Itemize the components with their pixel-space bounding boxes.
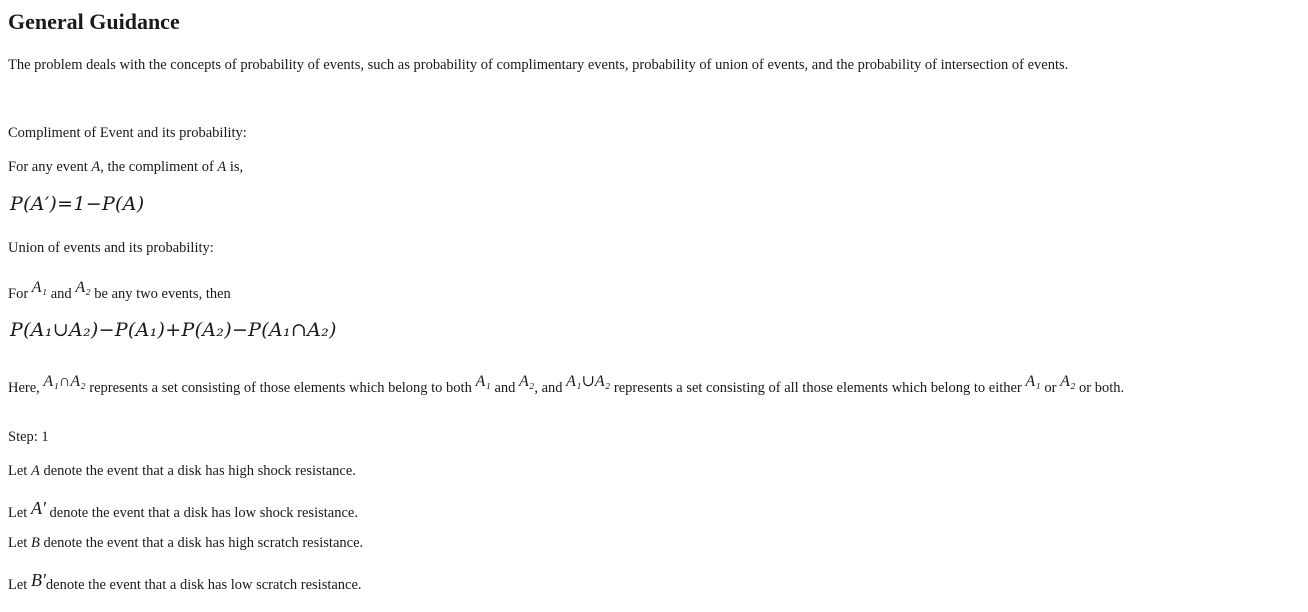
event-a2: A₂ xyxy=(75,279,91,296)
step-line xyxy=(8,535,363,552)
event-a-var: A xyxy=(91,159,101,175)
union-text-and: and xyxy=(47,286,76,302)
union-text-pre: For xyxy=(8,286,32,302)
compliment-text-mid: , the compliment of xyxy=(100,159,218,175)
step-line-pre: Let xyxy=(8,577,31,593)
step-line-pre: Let xyxy=(8,505,31,521)
step-line xyxy=(8,570,362,594)
event-a1-ref-2: A₁ xyxy=(1025,373,1041,390)
step-line xyxy=(8,498,358,522)
step-line xyxy=(8,463,356,480)
step-label: Step: 1 xyxy=(8,429,49,445)
step-line-pre: Let xyxy=(8,535,31,551)
step-line-post: denote the event that a disk has high scratch resistance. xyxy=(39,535,364,551)
step-line-post: denote the event that a disk has low scratch resistance. xyxy=(45,577,362,593)
here-and: and xyxy=(490,380,519,396)
compliment-text-pre: For any event xyxy=(8,159,92,175)
compliment-text-post: is, xyxy=(226,159,244,175)
union-text xyxy=(8,279,231,303)
step-line-post: denote the event that a disk has high shock resistance. xyxy=(39,463,356,479)
compliment-heading: Compliment of Event and its probability: xyxy=(8,125,247,141)
step-line-pre: Let xyxy=(8,463,31,479)
step-var: B xyxy=(30,535,40,551)
step-var: B′ xyxy=(30,570,46,590)
union-text-post: be any two events, then xyxy=(90,286,231,302)
event-a2-ref-2: A₂ xyxy=(1060,373,1076,390)
event-a1: A₁ xyxy=(31,279,48,296)
step-var: A xyxy=(30,463,40,479)
compliment-text xyxy=(8,159,243,176)
step-line-post: denote the event that a disk has low shock resistance. xyxy=(45,505,358,521)
intro-paragraph: The problem deals with the concepts of probability of events, such as probability of complimentary events, probability of union of events, and the probability of intersection of events. xyxy=(8,57,1069,73)
step-var: A′ xyxy=(30,498,46,518)
here-mid2: , and xyxy=(534,380,567,396)
here-post: or both. xyxy=(1075,380,1125,396)
event-a-var-2: A xyxy=(217,159,227,175)
here-or: or xyxy=(1040,380,1061,396)
union-heading: Union of events and its probability: xyxy=(8,240,214,256)
here-mid3: represents a set consisting of all those elements which belong to either xyxy=(610,380,1026,396)
here-mid1: represents a set consisting of those elements which belong to both xyxy=(85,380,476,396)
event-a2-ref: A₂ xyxy=(519,373,535,390)
page-title: General Guidance xyxy=(8,9,180,34)
intersection-expr: A₁∩A₂ xyxy=(43,373,86,390)
compliment-formula: P(A′)=1−P(A) xyxy=(10,193,145,215)
union-formula: P(A₁∪A₂)−P(A₁)+P(A₂)−P(A₁∩A₂) xyxy=(10,319,337,341)
event-a1-ref: A₁ xyxy=(475,373,491,390)
union-expr: A₁∪A₂ xyxy=(566,373,611,390)
here-paragraph xyxy=(8,373,1125,397)
here-pre: Here, xyxy=(8,380,44,396)
